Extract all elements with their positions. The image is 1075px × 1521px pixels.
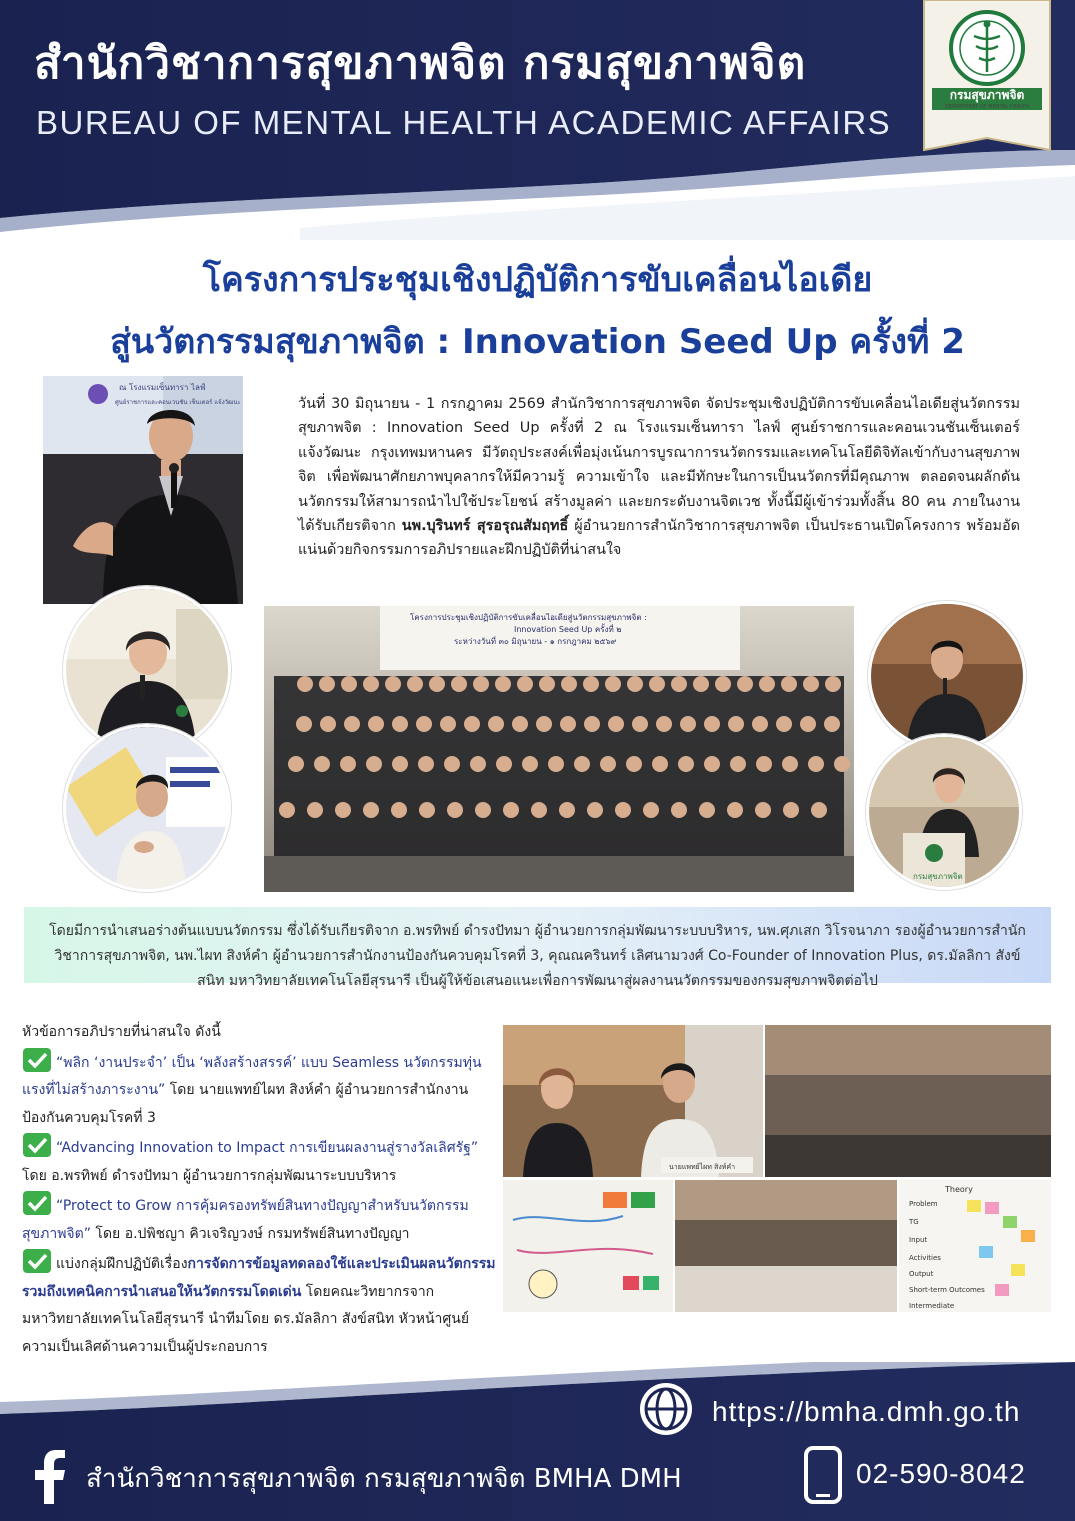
globe-icon [637, 1380, 695, 1438]
group-photo-person [699, 802, 715, 818]
group-photo-person [335, 802, 351, 818]
group-photo-person [320, 716, 336, 732]
group-photo-person [296, 716, 312, 732]
group-photo-person [678, 756, 694, 772]
group-photo-person [600, 756, 616, 772]
footer-contact-bar [0, 1362, 1075, 1521]
group-photo-person [416, 716, 432, 732]
group-photo-person [649, 676, 665, 692]
phone-icon [804, 1446, 842, 1504]
group-photo-person [475, 802, 491, 818]
group-photo-person [781, 676, 797, 692]
chair-name: นพ.บุรินทร์ สุรอรุณสัมฤทธิ์ [401, 518, 569, 535]
group-photo-person [605, 676, 621, 692]
speakers-summary-box [24, 907, 1051, 989]
board-item: TG [909, 1218, 919, 1226]
group-photo-person [737, 676, 753, 692]
group-photo-person [608, 716, 624, 732]
group-photo-person [288, 756, 304, 772]
group-photo-person [834, 756, 850, 772]
group-photo-person [522, 756, 538, 772]
photo-circle-male-speaker [868, 601, 1026, 751]
group-photo-person [782, 756, 798, 772]
check-icon [22, 1248, 52, 1274]
group-photo-person [297, 676, 313, 692]
group-photo-person [340, 756, 356, 772]
board-title: Theory [945, 1185, 973, 1194]
group-photo-person [615, 802, 631, 818]
board-item: Input [909, 1236, 928, 1244]
group-photo-person [755, 802, 771, 818]
topic-title: “Advancing Innovation to Impact การเขียนผลงานสู่รางวัลเลิศรัฐ” [56, 1140, 479, 1156]
page-title-line-1: โครงการประชุมเชิงปฏิบัติการขับเคลื่อนไอเดีย [202, 260, 873, 300]
group-photo-person [440, 716, 456, 732]
group-photo-person [363, 676, 379, 692]
check-icon [22, 1132, 52, 1158]
group-photo-person [825, 676, 841, 692]
facebook-page-name[interactable]: สำนักวิชาการสุขภาพจิต กรมสุขภาพจิต BMHA DMH [86, 1464, 682, 1494]
photo-participants-cheering [765, 1025, 1051, 1177]
group-photo-person [574, 756, 590, 772]
board-item: Short-term Outcomes [909, 1286, 985, 1294]
website-link[interactable]: https://bmha.dmh.go.th [712, 1396, 1021, 1427]
photo-theory-board [899, 1180, 1051, 1312]
group-photo-person [385, 676, 401, 692]
topic-item [22, 1248, 497, 1361]
group-photo-person [344, 716, 360, 732]
group-photo-person [473, 676, 489, 692]
group-photo-person [680, 716, 696, 732]
group-photo-person [587, 802, 603, 818]
board-item: Output [909, 1270, 934, 1278]
group-photo-person [307, 802, 323, 818]
header-banner [0, 0, 1075, 240]
group-photo-person [495, 676, 511, 692]
sign-text-1: ณ โรงแรมเซ็นทารา ไลฟ์ [119, 383, 206, 392]
group-photo-person [584, 716, 600, 732]
topic-speaker: โดยคณะวิทยากรจากมหาวิทยาลัยเทคโนโลยีสุรนารี นำทีมโดย ดร.มัลลิกา สังข์สนิท หัวหน้าศูนย์ความเป็นเลิศด้านความเป็นผู้ประกอบการ [22, 1283, 470, 1355]
page-title-line-2: สู่นวัตกรรมสุขภาพจิต : Innovation Seed Up ครั้งที่ 2 [110, 322, 965, 362]
topic-item [22, 1190, 497, 1248]
group-photo-person [704, 716, 720, 732]
group-photo-person [419, 802, 435, 818]
group-photo-person [447, 802, 463, 818]
check-icon [22, 1190, 52, 1216]
group-photo-person [730, 756, 746, 772]
topic-title: “พลิก ‘งานประจำ’ เป็น ‘พลังสร้างสรรค์’ แบบ Seamless นวัตกรรมทุ่นแรงที่ไม่สร้างภาระงาน” [22, 1054, 482, 1098]
photo-group [264, 606, 854, 892]
group-photo-person [488, 716, 504, 732]
department-logo [922, 0, 1052, 158]
photo-panel-speakers [503, 1025, 763, 1177]
group-photo-person [536, 716, 552, 732]
logo-sublabel: DEPARTMENT OF MENTAL HEALTH [944, 104, 1030, 110]
nameplate-text: นายแพทย์ไผท สิงห์คำ [669, 1163, 736, 1171]
group-photo-person [693, 676, 709, 692]
group-photo-person [627, 676, 643, 692]
group-photo-person [548, 756, 564, 772]
group-photo-person [341, 676, 357, 692]
topic-speaker: โดย อ.พรทิพย์ ดำรงปัทมา ผู้อำนวยการกลุ่มพัฒนาระบบบริหาร [22, 1167, 397, 1184]
banner-text-1: โครงการประชุมเชิงปฏิบัติการขับเคลื่อนไอเดียสู่นวัตกรรมสุขภาพจิต : [410, 613, 647, 622]
facebook-icon[interactable] [32, 1450, 68, 1504]
group-photo-person [824, 716, 840, 732]
group-photo-person [652, 756, 668, 772]
group-photo-person [451, 676, 467, 692]
topic-speaker: โดย อ.ปพิชญา คิวเจริญวงษ์ กรมทรัพย์สินทางปัญญา [90, 1225, 410, 1242]
group-photo-person [314, 756, 330, 772]
discussion-topics [22, 1019, 497, 1361]
group-photo-person [503, 802, 519, 818]
logo-label: กรมสุขภาพจิต [949, 88, 1025, 102]
photo-circle-woman-at-podium [866, 734, 1022, 890]
photo-opening-speaker [43, 376, 243, 604]
group-photo-person [392, 716, 408, 732]
group-photo-person [561, 676, 577, 692]
group-photo-person [366, 756, 382, 772]
banner-text-2: Innovation Seed Up ครั้งที่ ๒ [514, 625, 622, 634]
group-photo-person [671, 802, 687, 818]
group-photo-person [811, 802, 827, 818]
group-photo-person [626, 756, 642, 772]
intro-text-1: วันที่ 30 มิถุนายน - 1 กรกฎาคม 2569 สำนักวิชาการสุขภาพจิต จัดประชุมเชิงปฏิบัติการขับเคลื่อนไอเดียสู่นวัตกรรมสุขภาพจิต : Innovation Seed Up ครั้งที่ 2 ณ โรงแรมเซ็นทารา ไลฟ์ ศูนย์ราชการและคอนเวนชันเซ็นเตอร์ แจ้งวัฒนะ กรุงเทพมหานคร มีวัตถุประสงค์เพื่อมุ่งเน้นการบูรณาการนวัตกรรมและเทคโนโลยีดิจิทัลเข้ากับงานสุขภาพจิต เพื่อพัฒนาศักยภาพบุคลากรให้มีความรู้ ความเข้าใจ และมีทักษะในการเป็นนวัตกรที่มีคุณภาพ ตลอดจนผลักดันนวัตกรรมให้สามารถนำไปใช้ประโยชน์ สร้างมูลค่า และยกระดับงานจิตเวช ทั้งนี้มีผู้เข้าร่วมทั้งสิ้น 80 คน ภายในงานได้รับเกียรติจาก [298, 396, 1020, 535]
topic-title: “Protect to Grow การคุ้มครองทรัพย์สินทางปัญญาสำหรับนวัตกรรมสุขภาพจิต” [22, 1198, 469, 1242]
group-photo-person [583, 676, 599, 692]
group-photo-person [704, 756, 720, 772]
topic-item [22, 1132, 497, 1190]
intro-text-2: ผู้อำนวยการสำนักวิชาการสุขภาพจิต เป็นประธานเปิดโครงการ พร้อมอัดแน่นด้วยกิจกรรมการอภิปรายและฝึกปฏิบัติที่น่าสนใจ [298, 518, 1020, 559]
group-photo-person [444, 756, 460, 772]
group-photo-person [560, 716, 576, 732]
group-photo-person [517, 676, 533, 692]
phone-number[interactable]: 02-590-8042 [856, 1458, 1026, 1489]
group-photo-person [803, 676, 819, 692]
group-photo-person [756, 756, 772, 772]
topic-speaker: โดย นายแพทย์ไผท สิงห์คำ ผู้อำนวยการสำนักงานป้องกันควบคุมโรคที่ 3 [22, 1082, 469, 1126]
group-photo-person [776, 716, 792, 732]
podium-label: กรมสุขภาพจิต [913, 872, 963, 881]
group-photo-person [319, 676, 335, 692]
topic-item [22, 1047, 497, 1133]
banner-text-3: ระหว่างวันที่ ๓๐ มิถุนายน - ๑ กรกฎาคม ๒๕๖๙ [454, 637, 617, 646]
sign-text-2: ศูนย์ราชการและคอนเวนชัน เซ็นเตอร์ แจ้งวัฒนะ [115, 399, 241, 406]
photo-group-work [675, 1180, 897, 1312]
group-photo-person [800, 716, 816, 732]
group-photo-person [464, 716, 480, 732]
photo-brainstorm-board [503, 1180, 673, 1312]
header-title-thai: สำนักวิชาการสุขภาพจิต กรมสุขภาพจิต [34, 38, 807, 89]
logo-shield-icon [922, 0, 1052, 158]
group-photo-person [759, 676, 775, 692]
group-photo-person [512, 716, 528, 732]
header-title-english: BUREAU OF MENTAL HEALTH ACADEMIC AFFAIRS [36, 104, 892, 141]
group-photo-person [429, 676, 445, 692]
group-photo-person [279, 802, 295, 818]
group-photo-person [727, 802, 743, 818]
group-photo-person [715, 676, 731, 692]
group-photo-person [808, 756, 824, 772]
group-photo-person [368, 716, 384, 732]
topic-title: การจัดการข้อมูลทดลองใช้และประเมินผลนวัตกรรม รวมถึงเทคนิคการนำเสนอให้นวัตกรรมโดดเด่น [22, 1256, 496, 1300]
group-photo-person [391, 802, 407, 818]
board-item: Intermediate [909, 1302, 955, 1310]
group-photo-person [728, 716, 744, 732]
group-photo-person [531, 802, 547, 818]
group-photo-person [656, 716, 672, 732]
group-photo-person [363, 802, 379, 818]
group-photo-person [752, 716, 768, 732]
group-photo-person [783, 802, 799, 818]
group-photo-person [559, 802, 575, 818]
board-item: Activities [909, 1254, 941, 1262]
group-photo-person [496, 756, 512, 772]
group-photo-person [392, 756, 408, 772]
group-photo-person [671, 676, 687, 692]
group-photo-person [632, 716, 648, 732]
topics-heading: หัวข้อการอภิปรายที่น่าสนใจ ดังนี้ [22, 1024, 221, 1040]
group-photo-person [407, 676, 423, 692]
check-icon [22, 1047, 52, 1073]
topic-lead: แบ่งกลุ่มฝึกปฏิบัติเรื่อง [56, 1256, 188, 1272]
group-photo-person [418, 756, 434, 772]
intro-paragraph [298, 392, 1020, 563]
photo-circle-presenter-male [63, 724, 231, 892]
board-item: Problem [909, 1200, 938, 1208]
group-photo-person [643, 802, 659, 818]
speakers-text: โดยมีการนำเสนอร่างต้นแบบนวัตกรรม ซึ่งได้รับเกียรติจาก อ.พรทิพย์ ดำรงปัทมา ผู้อำนวยการกลุ่มพัฒนาระบบบริหาร, นพ.ศุภเสก วิโรจนาภา รองผู้อำนวยการสำนักวิชาการสุขภาพจิต, นพ.ไผท สิงห์คำ ผู้อำนวยการสำนักงานป้องกันควบคุมโรคที่ 3, คุณณครินทร์ เลิศนามวงศ์ Co-Founder of Innovation Plus, ดร.มัลลิกา สังข์สนิท มหาวิทยาลัยเทคโนโลยีสุรนารี เป็นผู้ให้ข้อเสนอแนะเพื่อการพัฒนาสู่ผลงานนวัตกรรมของกรมสุขภาพจิตต่อไป [49, 923, 1026, 989]
group-photo-person [470, 756, 486, 772]
group-photo-person [539, 676, 555, 692]
